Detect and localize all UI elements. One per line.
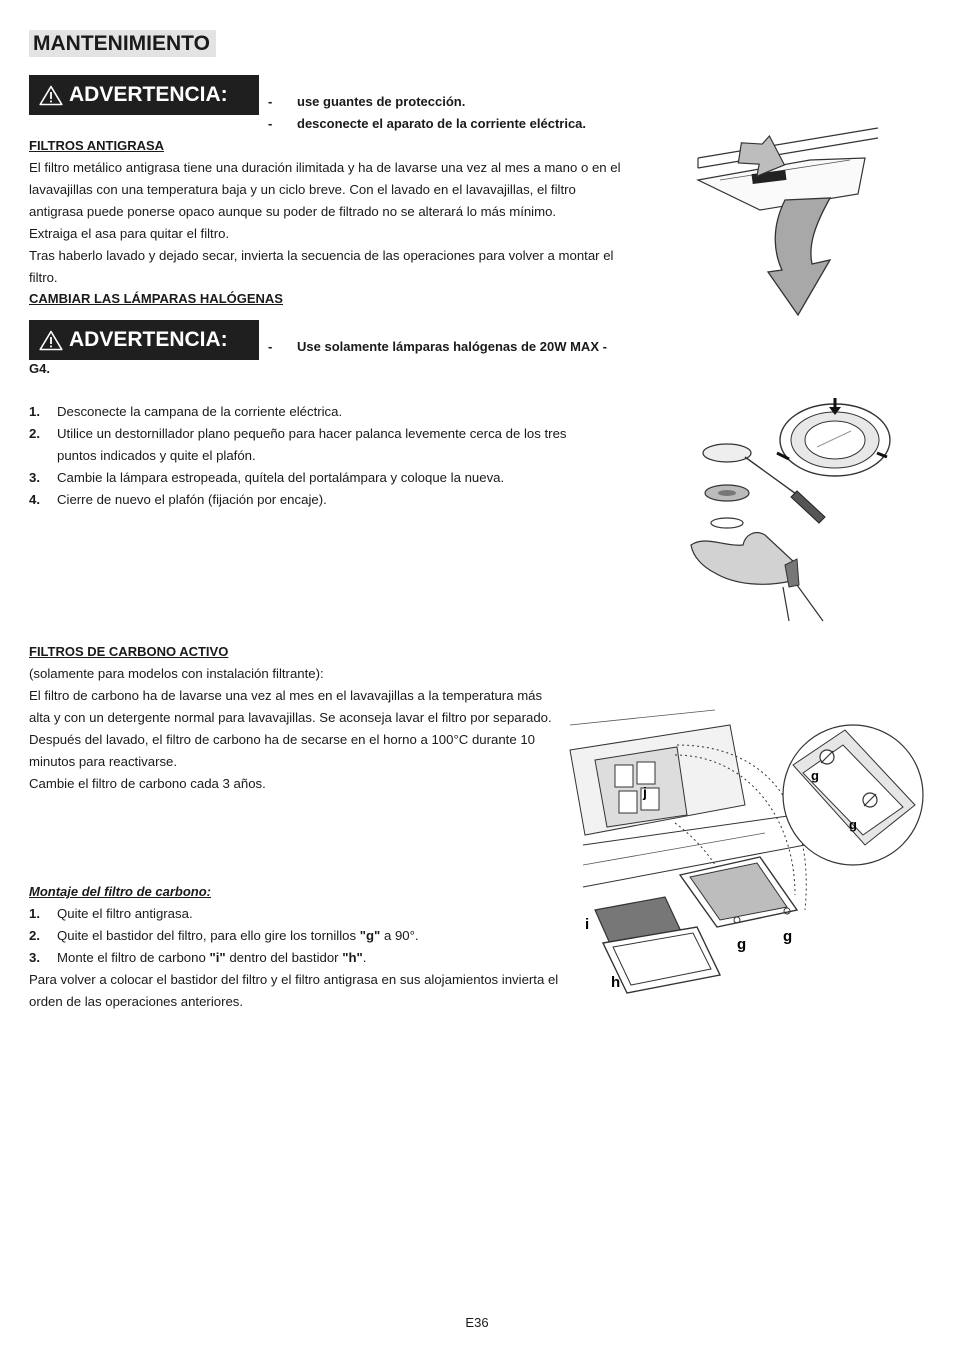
warning-label: ADVERTENCIA: <box>69 328 228 351</box>
figure-label-g: g <box>783 928 793 945</box>
grease-filters-text: El filtro metálico antigrasa tiene una duración ilimitada y ha de lavarse una vez al mes a mano o en el lavavajillas con una temperatura baja y un ciclo breve. Con el lavado en el lavavajillas, el filtro antigrasa puede ponerse opaco aunque su poder de filtrado no se alterará lo más mínimo. Extraiga el asa para quitar el filtro. Tras haberlo lavado y dejado secar, invierta la secuencia de las operaciones para volver a montar el filtro. <box>29 160 621 285</box>
warning-triangle-icon <box>39 85 63 106</box>
list-item: 4. Cierre de nuevo el plafón (fijación por encaje). <box>29 492 327 507</box>
warning-banner <box>29 320 259 360</box>
figure-label-j: j <box>643 784 647 800</box>
lamp-steps <box>29 401 589 511</box>
section-heading-lamps: CAMBIAR LAS LÁMPARAS HALÓGENAS <box>29 291 283 306</box>
warning-label: ADVERTENCIA: <box>69 83 228 106</box>
mount-heading: Montaje del filtro de carbono: <box>29 884 212 899</box>
warning-triangle-icon <box>39 330 63 351</box>
list-item: 1. Quite el filtro antigrasa. <box>29 906 193 921</box>
page-title: MANTENIMIENTO <box>29 30 216 57</box>
figure-label-i: i <box>585 916 590 933</box>
list-item: 2. Utilice un destornillador plano pequeño para hacer palanca levemente cerca de los tres puntos indicados y quite el plafón. <box>29 426 567 463</box>
warning-banner <box>29 75 259 115</box>
carbon-closing-text: Para volver a colocar el bastidor del filtro y el filtro antigrasa en sus alojamientos invierta el orden de las operaciones anteriores. <box>29 972 559 1009</box>
section-heading-carbon-filters: FILTROS DE CARBONO ACTIVO <box>29 644 229 659</box>
section-heading-grease-filters: FILTROS ANTIGRASA <box>29 138 165 153</box>
list-item: 3. Cambie la lámpara estropeada, quítela del portalámpara y coloque la nueva. <box>29 470 505 485</box>
grease-filter-illustration <box>690 120 890 320</box>
figure-label-h: h <box>611 974 621 991</box>
lamp-warning-continuation: G4. <box>29 361 50 376</box>
list-item: 3. Monte el filtro de carbono "i" dentro del bastidor "h". <box>29 950 367 965</box>
figure-label-g: g <box>811 768 819 783</box>
figure-label-g: g <box>737 936 747 953</box>
list-item: 1. Desconecte la campana de la corriente eléctrica. <box>29 404 343 419</box>
lamp-warning-text: - Use solamente lámparas halógenas de 20W MAX - <box>268 339 607 354</box>
carbon-filters-text: (solamente para modelos con instalación filtrante): El filtro de carbono ha de lavarse una vez al mes en el lavavajillas a la temperatura más alta y con un detergente normal para lavavajillas. Se aconseja lavar el filtro por separado. Después del lavado, el filtro de carbono ha de secarse en el horno a 100°C durante 10 minutos para reactivarse. Cambie el filtro de carbono cada 3 años. <box>29 666 552 791</box>
warning-item: - desconecte el aparato de la corriente eléctrica. <box>268 116 587 131</box>
carbon-filter-illustration <box>565 705 925 1000</box>
list-item: 2. Quite el bastidor del filtro, para ello gire los tornillos "g" a 90°. <box>29 928 419 943</box>
figure-label-g: g <box>849 817 857 832</box>
lamp-illustration <box>685 395 900 625</box>
warning-list <box>268 91 586 135</box>
warning-item: - use guantes de protección. <box>268 94 466 109</box>
page-number: E36 <box>465 1315 489 1330</box>
carbon-steps <box>29 903 559 969</box>
